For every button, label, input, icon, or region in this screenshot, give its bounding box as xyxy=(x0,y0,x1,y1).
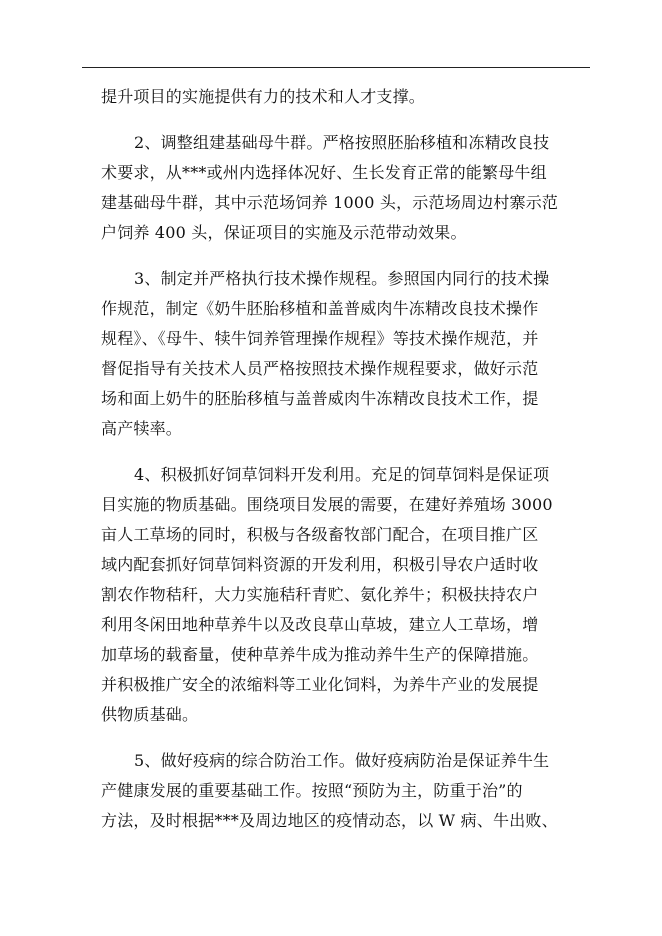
paragraph-item-3 xyxy=(101,264,581,444)
text-line: 利用冬闲田地种草养牛以及改良草山草坡，建立人工草场，增 xyxy=(101,615,539,634)
text-line: 加草场的载畜量，使种草养牛成为推动养牛生产的保障措施。 xyxy=(101,645,539,664)
text-line: 督促指导有关技术人员严格按照技术操作规程要求，做好示范 xyxy=(101,359,539,378)
text-line: 提升项目的实施提供有力的技术和人才支撑。 xyxy=(101,87,426,106)
body-text xyxy=(101,82,581,836)
text-line: 4、积极抓好饲草饲料开发利用。充足的饲草饲料是保证项 xyxy=(134,465,550,484)
text-line: 3、制定并严格执行技术操作规程。参照国内同行的技术操 xyxy=(134,269,550,288)
text-line: 方法，及时根据***及周边地区的疫情动态，以 W 病、牛出败、 xyxy=(101,811,558,830)
text-line: 产健康发展的重要基础工作。按照“预防为主，防重于治”的 xyxy=(101,781,523,800)
paragraph-item-2 xyxy=(101,128,581,248)
text-line: 割农作物秸秆，大力实施秸秆青贮、氨化养牛；积极扶持农户 xyxy=(101,585,539,604)
text-line: 规程》、《母牛、犊牛饲养管理操作规程》等技术操作规范，并 xyxy=(101,329,539,348)
text-line: 5、做好疫病的综合防治工作。做好疫病防治是保证养牛生 xyxy=(134,751,550,770)
text-line: 2、调整组建基础母牛群。严格按照胚胎移植和冻精改良技 xyxy=(134,133,550,152)
text-line: 供物质基础。 xyxy=(101,705,199,724)
text-line: 建基础母牛群，其中示范场饲养 1000 头，示范场周边村寨示范 xyxy=(101,193,559,212)
text-line: 作规范，制定《奶牛胚胎移植和盖普威肉牛冻精改良技术操作 xyxy=(101,299,539,318)
text-line: 目实施的物质基础。围绕项目发展的需要，在建好养殖场 3000 xyxy=(101,495,553,514)
text-line: 户饲养 400 头，保证项目的实施及示范带动效果。 xyxy=(101,223,467,242)
text-line: 并积极推广安全的浓缩料等工业化饲料，为养牛产业的发展提 xyxy=(101,675,539,694)
paragraph-item-5 xyxy=(101,746,581,836)
text-line: 域内配套抓好饲草饲料资源的开发利用，积极引导农户适时收 xyxy=(101,555,539,574)
text-line: 场和面上奶牛的胚胎移植与盖普威肉牛冻精改良技术工作，提 xyxy=(101,389,539,408)
text-line: 高产犊率。 xyxy=(101,419,183,438)
header-rule xyxy=(82,67,590,68)
paragraph-item-4 xyxy=(101,460,581,730)
text-line: 术要求，从***或州内选择体况好、生长发育正常的能繁母牛组 xyxy=(101,163,547,182)
text-line: 亩人工草场的同时，积极与各级畜牧部门配合，在项目推广区 xyxy=(101,525,539,544)
paragraph-continuation xyxy=(101,82,581,112)
